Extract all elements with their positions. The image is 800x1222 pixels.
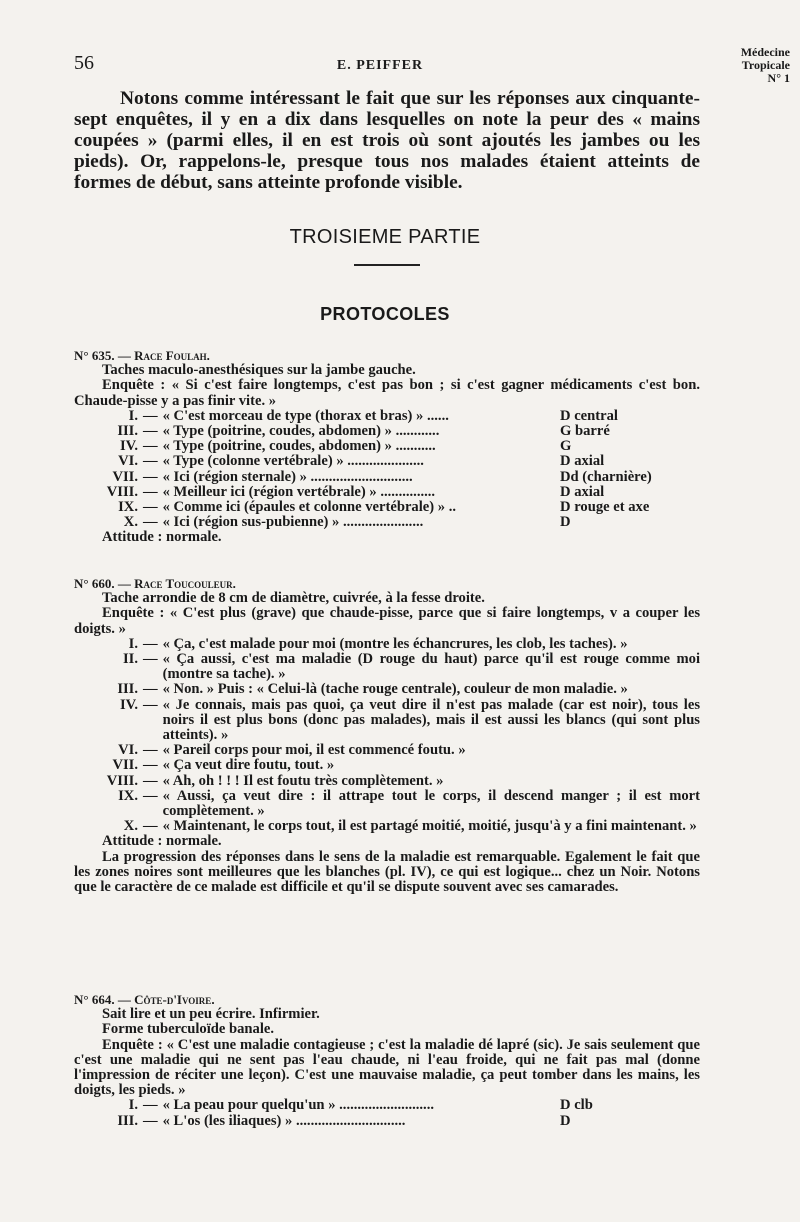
dash: — [143,1097,158,1114]
journal-label [741,46,790,85]
page-number: 56 [74,52,94,74]
response-text: « Ça aussi, c'est ma maladie (D rouge du haut) parce qu'il est rouge comme moi (montre sa tache). » [162,651,700,683]
response-text: « Type (poitrine, coudes, abdomen) » ............ [162,423,440,440]
response-row [74,652,700,682]
case-enquete: Enquête : « C'est plus (grave) que chaude-pisse, parce que si faire longtemps, v a couper les doigts. » [74,605,700,637]
response-list [74,637,700,835]
plate-number: III. [117,423,138,440]
response-text: « C'est morceau de type (thorax et bras) » ...... [162,407,449,424]
case-660 [74,576,700,895]
response-code: D axial [560,453,605,470]
plate-number: I. [128,407,138,424]
plate-number: VIII. [106,772,138,789]
response-row [74,743,700,758]
response-text: « Type (colonne vertébrale) » ..................... [162,453,424,470]
section-title: PROTOCOLES [320,304,450,324]
plate-number: X. [123,514,138,531]
response-row [74,485,700,500]
case-number: N° 635. [74,348,115,363]
plate-number: VII. [112,468,138,485]
intro-paragraph [74,88,700,193]
plate-number: VIII. [106,483,138,500]
case-race: Côte-d'Ivoire. [134,992,215,1007]
plate-number: III. [117,681,138,698]
dash: — [143,1112,158,1129]
divider [354,264,420,266]
response-text: « Pareil corps pour moi, il est commencé foutu. » [162,742,466,759]
response-row [74,819,700,834]
journal-sub: Tropicale [741,58,790,72]
dash: — [143,407,158,424]
intro-text: Notons comme intéressant le fait que sur les réponses aux cinquante-sept enquêtes, il y en a dix dans lesquelles on note la peur des « mains coupées » (parmi elles, il en est trois où sont ajoutés les jambes ou les pieds). Or, rappelons-le, presque tous nos malades étaient atteints de formes de début, sans atteinte profonde visible. [74,88,700,193]
case-line: Sait lire et un peu écrire. Infirmier. [102,1006,320,1023]
journal-issue: N° 1 [767,71,790,85]
dash: — [143,438,158,455]
journal-name: Médecine [740,45,790,59]
plate-number: II. [122,651,138,668]
response-list [74,1098,700,1128]
plate-number: X. [123,818,138,835]
dash: — [143,696,158,713]
response-text: « La peau pour quelqu'un » .......................... [162,1097,435,1114]
response-row [74,470,700,485]
response-row [74,439,700,454]
dash: — [143,499,158,516]
response-row [74,682,700,697]
response-list [74,409,700,531]
dash: — [143,453,158,470]
response-text: « Je connais, mais pas quoi, ça veut dire il n'est pas malade (car est noir), tous les noirs il est plus bons (donc pas malades), mais il est aussi les blancs (qui sont plus atteints). » [162,696,700,744]
response-text: « Ça veut dire foutu, tout. » [162,757,335,774]
response-text: « Meilleur ici (région vertébrale) » ............... [162,483,436,500]
response-text: « Aussi, ça veut dire : il attrape tout le corps, il descend manger ; il est mort complètement. » [162,787,700,820]
case-635 [74,348,700,546]
response-row [74,454,700,469]
case-race: Race Toucouleur. [134,576,236,591]
dash: — [143,468,158,485]
response-row [74,409,700,424]
response-text: « Ça, c'est malade pour moi (montre les échancrures, les clob, les taches). » [162,635,628,652]
plate-number: VI. [118,453,138,470]
response-code: G barré [560,423,610,440]
response-code: G [560,438,572,455]
case-attitude: Attitude : normale. [102,833,222,850]
plate-number: VII. [112,757,138,774]
response-text: « Non. » Puis : « Celui-là (tache rouge centrale), couleur de mon maladie. » [162,681,628,698]
case-664 [74,992,700,1129]
case-description: Tache arrondie de 8 cm de diamètre, cuivrée, à la fesse droite. [102,590,485,607]
case-enquete: Enquête : « C'est une maladie contagieuse ; c'est la maladie dé lapré (sic). Je sais seulement que c'est une maladie qui ne sent pas l'eau chaude, ni l'eau froide, qui ne fait pas mal (donne l'impression de réciter une leçon). C'est une mauvaise maladie, ça peut tomber dans les mains, les doigts, les pieds. » [74,1036,700,1099]
plate-number: III. [117,1112,138,1129]
response-code: Dd (charnière) [560,468,652,485]
case-race: Race Foulah. [134,348,210,363]
dash: — [143,514,158,531]
case-heading: N° 664. — Côte-d'Ivoire. [74,992,215,1007]
response-row [74,1114,700,1129]
dash: — [143,818,158,835]
response-code: D axial [560,483,605,500]
response-row [74,1098,700,1113]
response-text: « Maintenant, le corps tout, il est partagé moitié, moitié, jusqu'à y a fini maintenant. » [162,818,697,835]
part-title: TROISIEME PARTIE [289,226,481,248]
dash: — [143,651,158,668]
case-heading: N° 635. — Race Foulah. [74,348,210,363]
plate-number: IV. [120,696,138,713]
response-text: « Ici (région sternale) » ............................ [162,468,413,485]
response-code: D [560,514,571,531]
response-code: D clb [560,1097,593,1114]
response-code: D central [560,407,618,424]
response-row [74,500,700,515]
response-text: « Comme ici (épaules et colonne vertébrale) » .. [162,499,457,516]
case-heading: N° 660. — Race Toucouleur. [74,576,236,591]
plate-number: IV. [120,438,138,455]
response-row [74,789,700,819]
plate-number: I. [128,1097,138,1114]
case-number: N° 664. [74,992,115,1007]
response-row [74,424,700,439]
response-row [74,774,700,789]
case-comment: La progression des réponses dans le sens de la maladie est remarquable. Egalement le fait que les zones noires sont meilleures que les blanches (pl. IV), ce qui est logique... chez un Noir. Notons que le caractère de ce malade est difficile et qu'il se dispute souvent avec ses camarades. [74,848,700,896]
response-row [74,758,700,773]
case-description: Taches maculo-anesthésiques sur la jambe gauche. [102,362,416,379]
dash: — [143,757,158,774]
running-author: E. PEIFFER [336,58,424,73]
dash: — [143,635,158,652]
dash: — [143,681,158,698]
response-code: D [560,1112,571,1129]
response-row [74,515,700,530]
response-text: « Ici (région sus-pubienne) » ...................... [162,514,424,531]
response-row [74,637,700,652]
dash: — [143,483,158,500]
plate-number: IX. [118,787,138,804]
dash: — [143,423,158,440]
plate-number: I. [128,635,138,652]
case-number: N° 660. [74,576,115,591]
plate-number: VI. [118,742,138,759]
response-row [74,698,700,744]
response-text: « Ah, oh ! ! ! Il est foutu très complètement. » [162,772,444,789]
response-text: « L'os (les iliaques) » .............................. [162,1112,406,1129]
plate-number: IX. [118,499,138,516]
response-code: D rouge et axe [560,499,650,516]
case-attitude: Attitude : normale. [102,529,222,546]
dash: — [143,772,158,789]
case-enquete: Enquête : « Si c'est faire longtemps, c'est pas bon ; si c'est gagner médicaments c'est bon. Chaude-pisse y a pas finir vite. » [74,377,700,409]
dash: — [143,787,158,804]
dash: — [143,742,158,759]
case-line: Forme tuberculoïde banale. [102,1021,275,1038]
response-text: « Type (poitrine, coudes, abdomen) » ........... [162,438,436,455]
